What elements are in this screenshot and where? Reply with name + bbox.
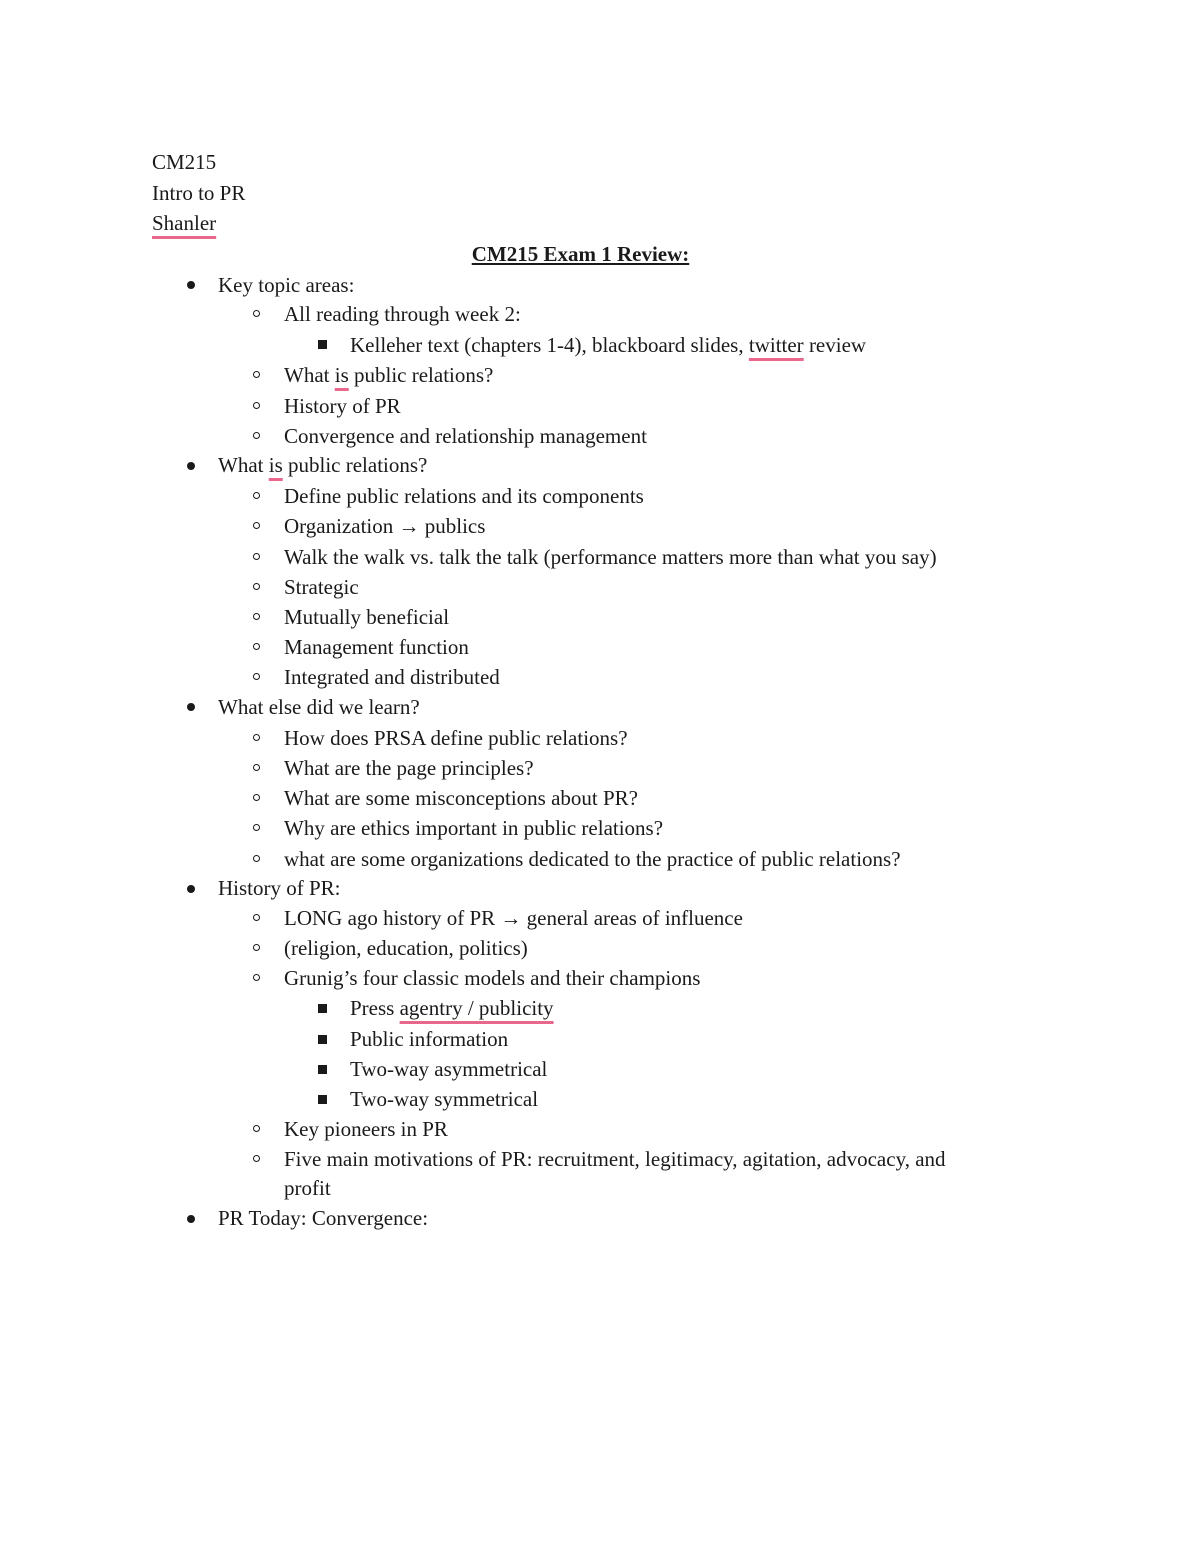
page-title: CM215 Exam 1 Review: [471,242,690,266]
list-item: What are the page principles? [284,756,534,780]
section-heading: What is public relations? [218,453,428,477]
list-item: Kelleher text (chapters 1-4), blackboard slides, twitter review [350,333,867,357]
section-heading: History of PR: [218,876,341,900]
list-item: Why are ethics important in public relations? [284,816,664,840]
list-item: Press agentry / publicity [350,996,554,1020]
bullet-circle-icon [253,764,260,771]
list-item: (religion, education, politics) [284,936,528,960]
bullet-circle-icon [253,1125,260,1132]
bullet-circle-icon [253,1155,260,1162]
bullet-square-icon [318,1035,327,1044]
list-item: Mutually beneficial [284,605,450,629]
section-heading: PR Today: Convergence: [218,1206,429,1230]
bullet-circle-icon [253,310,260,317]
bullet-circle-icon [253,673,260,680]
list-item: Two-way symmetrical [350,1087,539,1111]
spellcheck-underline: twitter [748,333,804,357]
list-item: Management function [284,635,469,659]
spellcheck-underline: is [334,363,349,387]
bullet-circle-icon [253,583,260,590]
bullet-circle-icon [253,794,260,801]
list-item: How does PRSA define public relations? [284,726,628,750]
list-item: Public information [350,1027,509,1051]
bullet-circle-icon [253,734,260,741]
course-name: Intro to PR [152,181,246,205]
section-heading: Key topic areas: [218,273,355,297]
bullet-disc-icon [187,1215,195,1223]
bullet-disc-icon [187,281,195,289]
list-item: Two-way asymmetrical [350,1057,548,1081]
list-item: Key pioneers in PR [284,1117,448,1141]
list-item: Walk the walk vs. talk the talk (performance matters more than what you say) [284,545,937,569]
list-item: Integrated and distributed [284,665,500,689]
bullet-circle-icon [253,402,260,409]
list-item: Convergence and relationship management [284,424,647,448]
bullet-disc-icon [187,703,195,711]
spellcheck-underline: is [268,453,283,477]
list-item: Organization → publics [284,514,486,538]
list-item: Define public relations and its components [284,484,644,508]
bullet-circle-icon [253,613,260,620]
bullet-circle-icon [253,855,260,862]
list-item: LONG ago history of PR → general areas of influence [284,906,743,930]
bullet-circle-icon [253,944,260,951]
spellcheck-underline: Shanler [152,211,217,235]
instructor-name [152,210,216,236]
spellcheck-underline: agentry / publicity [399,996,554,1020]
bullet-square-icon [318,1065,327,1074]
bullet-circle-icon [253,492,260,499]
bullet-circle-icon [253,974,260,981]
section-heading: What else did we learn? [218,695,420,719]
bullet-circle-icon [253,371,260,378]
list-item-continuation: profit [284,1176,331,1200]
course-code: CM215 [152,150,217,174]
bullet-circle-icon [253,522,260,529]
bullet-square-icon [318,1004,327,1013]
bullet-square-icon [318,340,327,349]
bullet-disc-icon [187,885,195,893]
list-item: What are some misconceptions about PR? [284,786,638,810]
list-item: Grunig’s four classic models and their champions [284,966,701,990]
list-item: Five main motivations of PR: recruitment, legitimacy, agitation, advocacy, and [284,1147,946,1171]
bullet-circle-icon [253,553,260,560]
bullet-square-icon [318,1095,327,1104]
bullet-disc-icon [187,462,195,470]
list-item: What is public relations? [284,363,494,387]
bullet-circle-icon [253,824,260,831]
bullet-circle-icon [253,643,260,650]
list-item: History of PR [284,394,401,418]
bullet-circle-icon [253,914,260,921]
bullet-circle-icon [253,432,260,439]
list-item: All reading through week 2: [284,302,521,326]
list-item: Strategic [284,575,359,599]
list-item: what are some organizations dedicated to the practice of public relations? [284,847,901,871]
